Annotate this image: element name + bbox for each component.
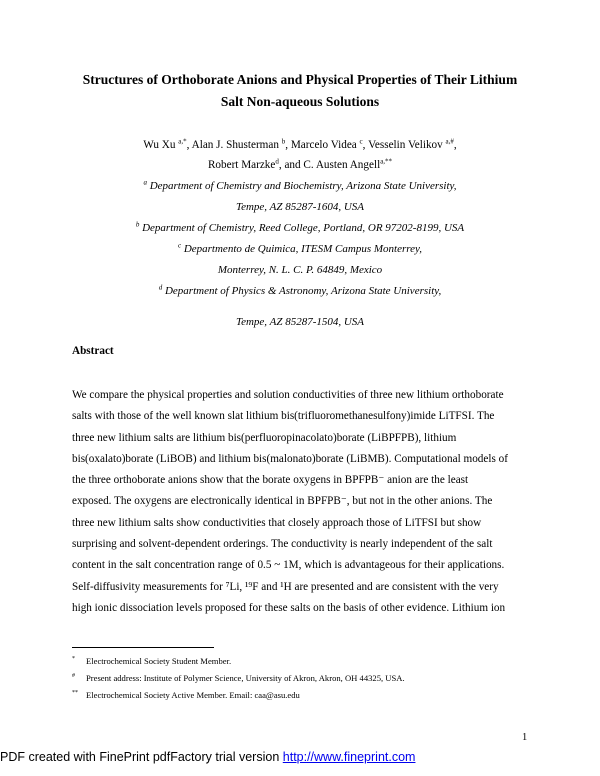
footnote-list [72, 653, 405, 704]
footnote: ** Electrochemical Society Active Member. Email: caa@asu.edu [72, 690, 300, 700]
affiliation-line [0, 218, 600, 239]
affiliation-text: Department of Chemistry, Reed College, Portland, OR 97202-8199, USA [142, 222, 465, 234]
abstract-line: content in the salt concentration range of 0.5 ~ 1M, which is advantageous for their applications. [72, 559, 505, 572]
affiliation-mark: d [158, 283, 163, 292]
abstract-line: salts with those of the well known slat lithium bis(trifluoromethanesulfony)imide LiTFSI. The [72, 410, 495, 423]
author-list [0, 135, 600, 175]
footnote-text: Electrochemical Society Active Member. Email: caa@asu.edu [86, 690, 300, 700]
affiliation-mark: c [177, 241, 182, 250]
author-line: Robert Marzke$^d$, and C. Austen Angell$^{a,**}$ [207, 157, 393, 171]
abstract-line: exposed. The oxygens are electronically identical in BPFPB⁻, but not in the other anions. The [72, 495, 493, 508]
watermark-link[interactable]: http://www.fineprint.com [282, 750, 416, 764]
abstract-line: the three orthoborate anions show that the borate oxygens in BPFPB⁻ anion are the least [72, 474, 469, 487]
author-affil-mark: c [359, 137, 363, 146]
author-name: Robert Marzke [207, 159, 276, 171]
affiliation-text: Department of Chemistry and Biochemistry, Arizona State University, [149, 180, 457, 192]
footnote: # Present address: Institute of Polymer Science, University of Akron, Akron, OH 44325, USA. [72, 673, 405, 683]
abstract-line: bis(oxalato)borate (LiBOB) and lithium bis(malonato)borate (LiBMB). Computational models of [72, 452, 508, 465]
footnote: * Electrochemical Society Student Member. [72, 656, 232, 666]
affiliation-list [0, 176, 600, 333]
affiliation-line: Tempe, AZ 85287-1504, USA [235, 316, 365, 328]
footnote-text: Present address: Institute of Polymer Science, University of Akron, Akron, OH 44325, USA. [86, 673, 405, 683]
footnote-divider [72, 647, 214, 648]
abstract-line: high ionic dissociation levels proposed for these salts on the basis of other evidence. Lithium ion [72, 601, 506, 614]
affiliation-line [0, 176, 600, 197]
affiliation-line: Monterrey, N. L. C. P. 64849, Mexico [217, 264, 383, 276]
title-line: Structures of Orthoborate Anions and Physical Properties of Their Lithium [82, 72, 518, 87]
watermark-text: PDF created with FinePrint pdfFactory trial version [0, 750, 280, 764]
affiliation-line [0, 281, 600, 302]
affiliation-text: Departmento de Quimica, ITESM Campus Monterrey, [183, 243, 423, 255]
abstract-body [72, 385, 528, 619]
abstract-line: We compare the physical properties and solution conductivities of three new lithium orthoborate [72, 389, 504, 401]
affiliation-line [0, 239, 600, 260]
abstract-heading: Abstract [72, 345, 114, 357]
page-number: 1 [522, 732, 528, 743]
pdf-watermark [0, 750, 415, 764]
author-affil-mark: a,# [445, 137, 454, 146]
paper-title [0, 69, 600, 113]
abstract-line: three new lithium salts are lithium bis(perfluoropinacolato)borate (LiBPFPB), lithium [72, 431, 457, 444]
author-affil-mark: a,* [178, 137, 187, 146]
author-name: Marcelo Videa [290, 139, 357, 151]
abstract-line: three new lithium salts show conductivities that closely approach those of LiTFSI but show [72, 516, 482, 529]
footnote-text: Electrochemical Society Student Member. [86, 656, 232, 666]
abstract-line: Self-diffusivity measurements for ⁷Li, ¹⁹F and ¹H are presented and are consistent with the very [72, 580, 499, 593]
author-name: Vesselin Velikov [368, 139, 443, 151]
author-name: Alan J. Shusterman [191, 139, 279, 151]
author-affil-mark: d [275, 157, 279, 166]
title-line: Salt Non-aqueous Solutions [220, 94, 380, 109]
affiliation-text: Department of Physics & Astronomy, Arizona State University, [164, 285, 442, 297]
affiliation-line: Tempe, AZ 85287-1604, USA [235, 201, 365, 213]
author-affil-mark: b [281, 137, 286, 146]
author-name: and C. Austen Angell [284, 159, 381, 171]
author-line: Wu Xu $^{a,*}$, Alan J. Shusterman $^b$, Marcelo Videa $^c$, Vesselin Velikov $^{a,\#}$, [143, 137, 457, 151]
author-name: Wu Xu [143, 139, 176, 151]
author-affil-mark: a,** [380, 157, 393, 166]
affiliation-mark: a [143, 178, 147, 187]
affiliation-mark: b [135, 220, 140, 229]
abstract-line: surprising and solvent-dependent orderings. The conductivity is nearly independent of the salt [72, 538, 493, 551]
